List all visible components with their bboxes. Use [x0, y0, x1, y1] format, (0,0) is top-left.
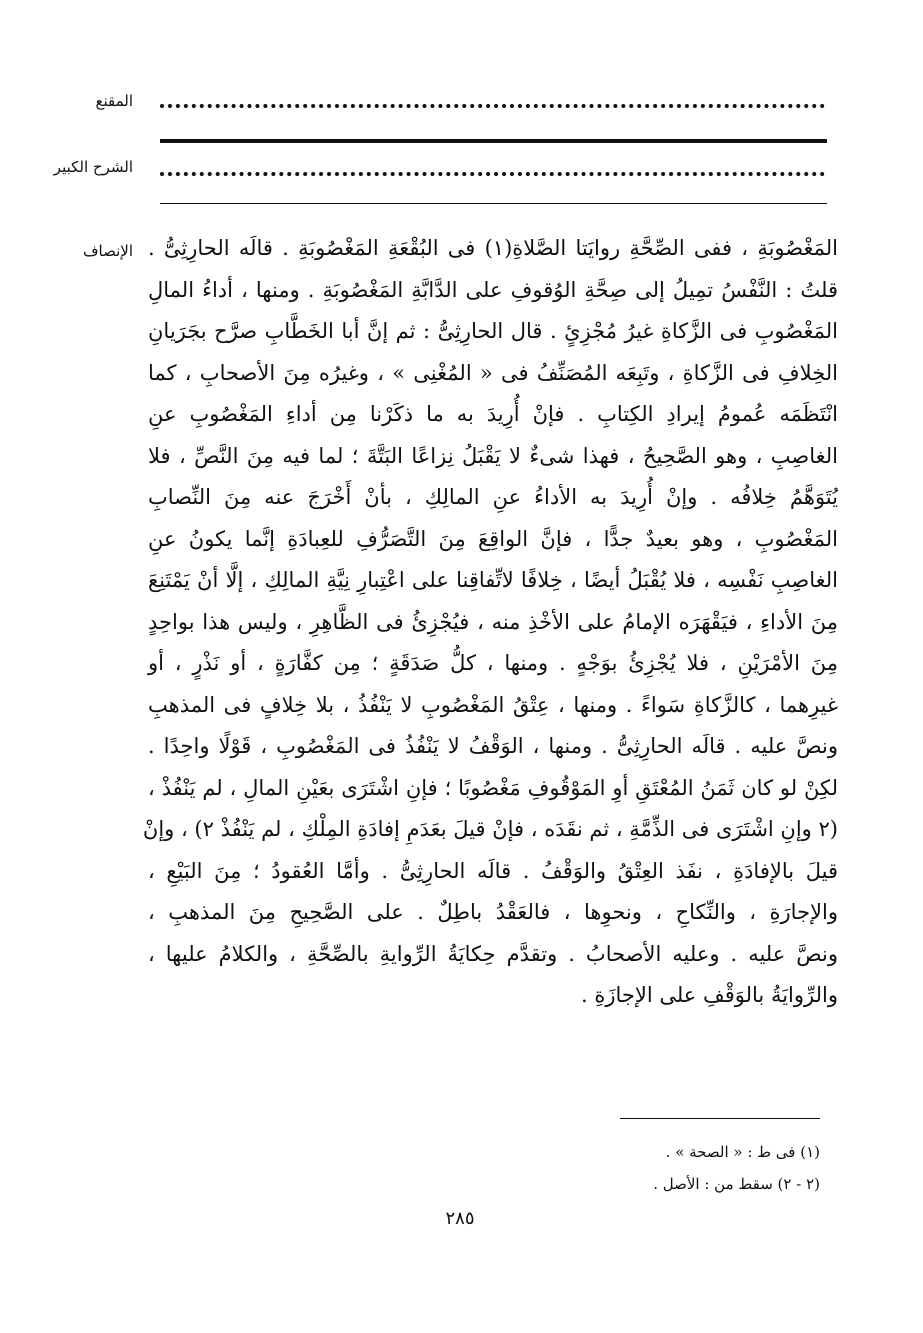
body-line: قلتُ : النَّفْسُ تمِيلُ إلى صِحَّةِ الوُقوفِ على الدَّابَّةِ المَغْصُوبَةِ . ومنها ، أداءُ المالِ	[148, 277, 838, 302]
body-line: يُتَوَهَّمُ خِلافُه . وإنْ أُرِيدَ به الأداءُ عنِ المالِكِ ، بأنْ أَخْرَجَ عنه مِنَ النِّصابِ	[148, 485, 838, 509]
body-line: المَغْصُوبِ ، وهو بعيدٌ جدًّا ، فإنَّ الواقِعَ مِنَ التَّصَرُّفِ للعِبادَةِ إنَّما يكونُ عنِ	[148, 526, 838, 551]
dotted-line-muqni	[160, 104, 825, 108]
body-line: والإجارَةِ ، والنِّكاحِ ، ونحوِها ، فالعَقْدُ باطِلٌ . على الصَّحِيحِ مِنَ المذهبِ ،	[148, 900, 838, 924]
section-label-sharh-kabir: الشرح الكبير	[53, 158, 133, 176]
body-line: الغاصِبِ ، وهو الصَّحِيحُ ، فهذا شىءٌ لا يَقْبَلُ نِزاعًا البَتَّةَ ؛ لما فيه مِنَ النَّصِّ ، فلا	[148, 443, 838, 468]
body-line: لكِنْ لو كان ثَمَنُ المُعْتَقِ أوِ المَوْقُوفِ مَغْصُوبًا ؛ فإنِ اشْتَرَى بعَيْنِ المالِ ، لم يَنْفُذْ ،	[148, 775, 838, 800]
body-line: قيلَ بالإفادَةِ ، نفَذ العِتْقُ والوَقْفُ . قالَه الحارِثِىُّ . وأمَّا العُقودُ ؛ مِنَ البَيْعِ ،	[148, 858, 838, 883]
body-line: الخِلافِ فى الزَّكاةِ ، وتَبِعَه المُصَنِّفُ فى « المُغْنِى » ، وغيرُه مِنَ الأصحابِ ، كما	[148, 360, 838, 385]
body-line: غيرِهما ، كالزَّكاةِ سَواءً . ومنها ، عِتْقُ المَغْصُوبِ لا يَنْفُذُ ، بلا خِلافٍ فى المذهبِ	[148, 692, 838, 717]
footnote-2: (٢ - ٢) سقط من : الأصل .	[653, 1175, 820, 1193]
body-line: ونصَّ عليه . وعليه الأصحابُ . وتقدَّم حِكايَةُ الرِّوايةِ بالصِّحَّةِ ، والكلامُ عليها ،	[148, 941, 838, 966]
body-line: مِنَ الأمْرَيْنِ ، فلا يُجْزِئُ بوَجْهٍ . ومنها ، كلُّ صَدَقَةٍ ؛ مِن كفَّارَةٍ ، أو نَذْرٍ ، أو	[148, 651, 838, 675]
body-line: انْتَظَمَه عُمومُ إيرادِ الكِتابِ . فإنْ أُرِيدَ به ما ذكَرْنا مِن أداءِ المَغْصُوبِ عنِ	[148, 402, 838, 426]
body-line: (٢ وإنِ اشْتَرَى فى الذِّمَّةِ ، ثم نقَدَه ، فإنْ قيلَ بعَدَمِ إفادَةِ المِلْكِ ، لم يَنْفُذْ ٢) ، وإنْ	[142, 817, 838, 841]
body-line: مِنَ الأداءِ ، فيَقْهَرَه الإمامُ على الأخْذِ منه ، فيُجْزِئُ فى الظَّاهِرِ ، وليس هذا بواحِدٍ	[148, 609, 838, 634]
dotted-line-sharh-kabir	[160, 172, 825, 176]
page-number: ٢٨٥	[445, 1208, 475, 1229]
section-label-insaf: الإنصاف	[82, 242, 133, 260]
body-line: المَغْصُوبَةِ ، ففى الصِّحَّةِ روايَتا الصَّلاةِ(١) فى البُقْعَةِ المَغْصُوبَةِ . قالَه الحارِثِىُّ .	[148, 236, 838, 260]
insaf-body-text	[142, 228, 838, 1017]
body-line: ونصَّ عليه . قالَه الحارِثِىُّ . ومنها ، الوَقْفُ لا يَنْفُذُ فى المَغْصُوبِ ، قَوْلًا واحِدًا .	[148, 734, 838, 758]
body-line: المَغْصُوبِ فى الزَّكاةِ غيرُ مُجْزِئٍ . قال الحارِثِىُّ : ثم إنَّ أبا الخَطَّابِ صرَّح بجَرَيانِ	[148, 319, 838, 343]
body-line: الغاصِبِ نَفْسِه ، فلا يُقْبَلُ أيضًا ، خِلافًا لاتِّفاقِنا على اعْتِبارِ نِيَّةِ المالِكِ ، إلَّا أنْ يَمْتَنِعَ	[148, 568, 838, 592]
section-label-muqni: المقنع	[95, 92, 133, 110]
footnotes	[300, 1136, 820, 1200]
footnote-1: (١) فى ط : « الصحة » .	[665, 1143, 820, 1161]
section-divider-thick	[160, 139, 827, 143]
body-line: والرِّوايَةُ بالوَقْفِ على الإجازَةِ .	[580, 983, 838, 1007]
section-divider-thin	[160, 203, 827, 204]
footnote-divider	[620, 1118, 820, 1119]
